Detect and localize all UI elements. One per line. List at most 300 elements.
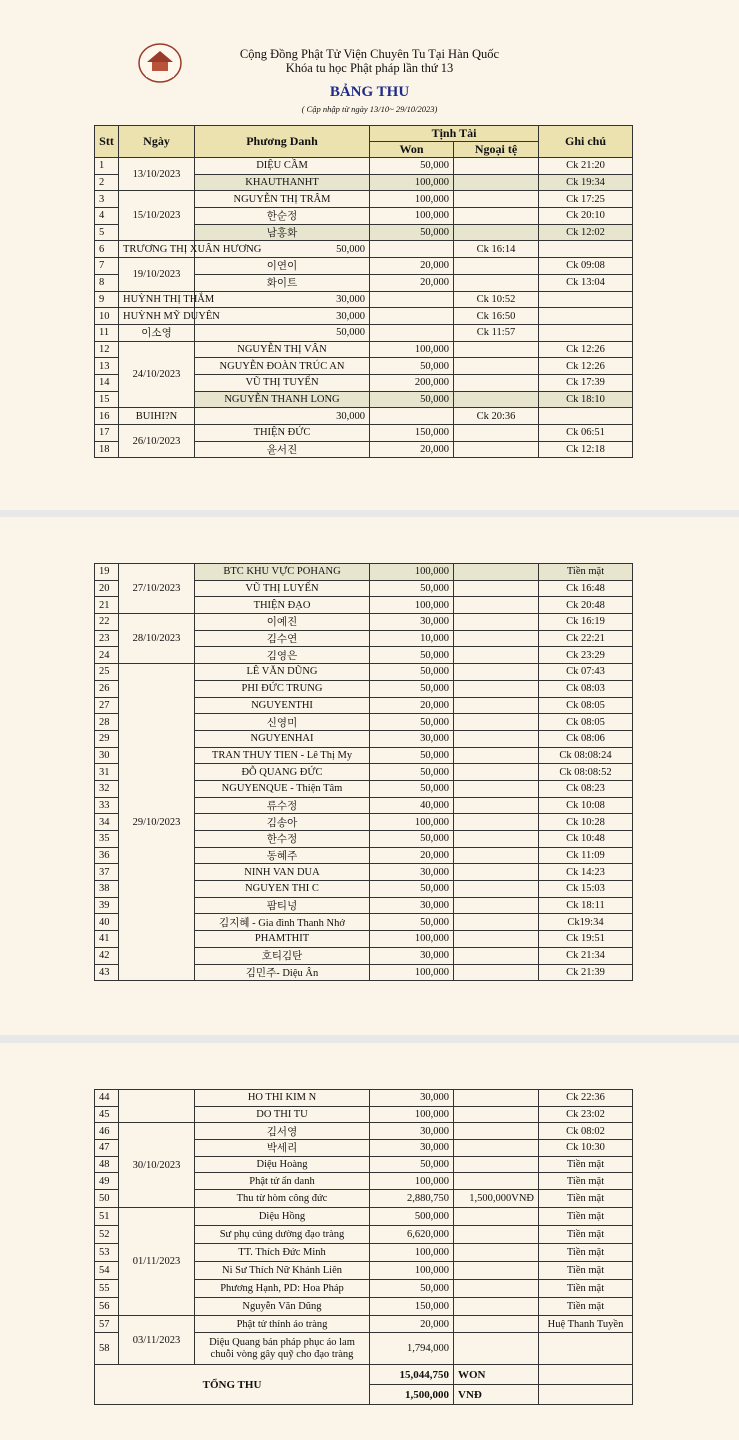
- row-stt: 38: [95, 881, 119, 898]
- date-cell: 13/10/2023: [119, 158, 195, 191]
- row-won-amount: 50,000: [370, 647, 454, 664]
- row-foreign-amount: [454, 1208, 539, 1226]
- row-note: Ck 08:05: [539, 697, 633, 714]
- row-won-amount: 500,000: [370, 1208, 454, 1226]
- row-stt: 30: [95, 747, 119, 764]
- col-money-header: Tịnh Tài: [370, 126, 539, 142]
- row-note: Ck 23:02: [539, 1106, 633, 1123]
- row-stt: 16: [95, 408, 119, 425]
- row-stt: 47: [95, 1140, 119, 1157]
- row-stt: 52: [95, 1226, 119, 1244]
- row-won-amount: 100,000: [370, 964, 454, 981]
- table-row: [95, 341, 633, 358]
- row-note: Ck 11:57: [454, 324, 539, 341]
- date-cell: 24/10/2023: [119, 341, 195, 408]
- row-foreign-amount: [454, 1316, 539, 1333]
- col-name-header: Phương Danh: [195, 126, 370, 158]
- row-note: Ck 10:30: [539, 1140, 633, 1157]
- row-stt: 57: [95, 1316, 119, 1333]
- row-donor-name: 김영은: [195, 647, 370, 664]
- row-foreign-amount: [454, 697, 539, 714]
- row-note: Tiền mặt: [539, 1226, 633, 1244]
- row-stt: 8: [95, 274, 119, 291]
- row-won-amount: 50,000: [370, 780, 454, 797]
- row-note: Tiền mặt: [539, 1190, 633, 1208]
- row-foreign-amount: [454, 1226, 539, 1244]
- row-foreign-amount: [454, 1123, 539, 1140]
- row-note: Ck 18:10: [539, 391, 633, 408]
- row-note: Ck 21:34: [539, 947, 633, 964]
- row-note: Ck 12:18: [539, 441, 633, 458]
- row-foreign-amount: [454, 847, 539, 864]
- row-foreign-amount: [454, 614, 539, 631]
- row-note: Ck 08:03: [539, 680, 633, 697]
- row-won-amount: 50,000: [370, 391, 454, 408]
- row-note: Ck 06:51: [539, 425, 633, 442]
- row-note: Ck 23:29: [539, 647, 633, 664]
- row-donor-name: NGUYENTHI: [195, 697, 370, 714]
- row-foreign-amount: [454, 1262, 539, 1280]
- row-stt: 20: [95, 580, 119, 597]
- org-header: [0, 47, 739, 75]
- row-won-amount: 30,000: [370, 864, 454, 881]
- row-foreign-amount: [454, 158, 539, 175]
- row-donor-name: PHI ĐỨC TRUNG: [195, 680, 370, 697]
- row-stt: 10: [95, 308, 119, 325]
- row-donor-name: NGUYỄN THỊ TRÂM: [195, 191, 370, 208]
- row-won-amount: 20,000: [370, 1316, 454, 1333]
- row-won-amount: 100,000: [370, 208, 454, 225]
- row-stt: 56: [95, 1298, 119, 1316]
- row-donor-name: NGUYỄN THỊ VÂN: [195, 341, 370, 358]
- row-foreign-amount: [454, 1156, 539, 1173]
- page-1: [0, 0, 739, 510]
- row-foreign-amount: [454, 630, 539, 647]
- row-donor-name: 호티김탄: [195, 947, 370, 964]
- row-stt: 46: [95, 1123, 119, 1140]
- row-donor-name: 김민주- Diệu Ân: [195, 964, 370, 981]
- row-foreign-amount: [454, 441, 539, 458]
- page-3: [0, 1043, 739, 1440]
- date-cell: 28/10/2023: [119, 614, 195, 664]
- row-foreign-amount: [454, 1298, 539, 1316]
- row-donor-name: 김서영: [195, 1123, 370, 1140]
- org-line-2: Khóa tu học Phật pháp lần thứ 13: [285, 61, 454, 75]
- row-note: Ck 16:48: [539, 580, 633, 597]
- table-row: [95, 158, 633, 175]
- row-won-amount: 30,000: [195, 308, 370, 325]
- row-donor-name: NGUYỄN ĐOÀN TRÚC AN: [195, 358, 370, 375]
- row-stt: 33: [95, 797, 119, 814]
- table-row: [95, 564, 633, 581]
- row-note: Ck 11:09: [539, 847, 633, 864]
- row-foreign-amount: [454, 764, 539, 781]
- row-note: Ck 12:02: [539, 224, 633, 241]
- row-won-amount: 100,000: [370, 1106, 454, 1123]
- row-foreign-amount: [454, 341, 539, 358]
- row-donor-name: ĐỖ QUANG ĐỨC: [195, 764, 370, 781]
- row-note: Ck 12:26: [539, 358, 633, 375]
- row-foreign-amount: [454, 864, 539, 881]
- row-stt: 15: [95, 391, 119, 408]
- row-stt: 3: [95, 191, 119, 208]
- row-note: Tiền mặt: [539, 1298, 633, 1316]
- row-donor-name: THIỆN ĐỨC: [195, 425, 370, 442]
- row-stt: 5: [95, 224, 119, 241]
- row-note: Ck 10:48: [539, 831, 633, 848]
- total-vnd-unit: VNĐ: [454, 1385, 539, 1405]
- row-donor-name: Ni Sư Thích Nữ Khánh Liên: [195, 1262, 370, 1280]
- row-foreign-amount: [370, 324, 454, 341]
- table-row: [95, 425, 633, 442]
- row-won-amount: 100,000: [370, 597, 454, 614]
- table-row: [95, 1208, 633, 1226]
- row-won-amount: 30,000: [195, 408, 370, 425]
- row-donor-name: 한순정: [195, 208, 370, 225]
- row-note: Ck 22:21: [539, 630, 633, 647]
- table-row: [95, 664, 633, 681]
- row-note: Ck 16:19: [539, 614, 633, 631]
- row-won-amount: 50,000: [370, 358, 454, 375]
- row-stt: 28: [95, 714, 119, 731]
- row-won-amount: 6,620,000: [370, 1226, 454, 1244]
- row-note: Tiền mặt: [539, 1156, 633, 1173]
- row-won-amount: 20,000: [370, 697, 454, 714]
- row-won-amount: 150,000: [370, 1298, 454, 1316]
- row-donor-name: VŨ THỊ LUYẾN: [195, 580, 370, 597]
- date-cell: 26/10/2023: [119, 425, 195, 458]
- row-stt: 45: [95, 1106, 119, 1123]
- row-donor-name: Diệu Quang bán pháp phục áo lam chuỗi vòng gây quỹ cho đạo tràng: [195, 1333, 370, 1365]
- row-stt: 7: [95, 258, 119, 275]
- row-donor-name: 김수연: [195, 630, 370, 647]
- row-stt: 39: [95, 897, 119, 914]
- table-row: [95, 408, 633, 425]
- table-row: [95, 324, 633, 341]
- row-foreign-amount: [454, 1090, 539, 1107]
- row-foreign-amount: [454, 1173, 539, 1190]
- row-note: Ck 08:08:24: [539, 747, 633, 764]
- row-note: Ck 09:08: [539, 258, 633, 275]
- row-stt: 32: [95, 780, 119, 797]
- row-foreign-amount: [454, 964, 539, 981]
- table-row: [95, 1316, 633, 1333]
- date-cell: 19/10/2023: [119, 258, 195, 291]
- row-donor-name: NGUYENHAI: [195, 730, 370, 747]
- row-note: Ck 08:06: [539, 730, 633, 747]
- row-stt: 25: [95, 664, 119, 681]
- row-won-amount: 100,000: [370, 1173, 454, 1190]
- row-won-amount: 30,000: [370, 897, 454, 914]
- row-stt: 4: [95, 208, 119, 225]
- row-won-amount: 50,000: [195, 324, 370, 341]
- row-foreign-amount: [454, 1333, 539, 1365]
- row-foreign-amount: [370, 291, 454, 308]
- donation-table-1: [94, 125, 633, 458]
- row-stt: 27: [95, 697, 119, 714]
- row-note: Ck 17:39: [539, 374, 633, 391]
- row-stt: 58: [95, 1333, 119, 1365]
- row-won-amount: 50,000: [370, 580, 454, 597]
- row-won-amount: 150,000: [370, 425, 454, 442]
- row-note: Ck 14:23: [539, 864, 633, 881]
- row-stt: 18: [95, 441, 119, 458]
- row-foreign-amount: [370, 408, 454, 425]
- row-foreign-amount: [454, 730, 539, 747]
- row-note: Ck 08:23: [539, 780, 633, 797]
- row-note: Ck 20:10: [539, 208, 633, 225]
- document-title: BẢNG THU: [329, 84, 410, 100]
- row-stt: 21: [95, 597, 119, 614]
- total-label: TỔNG THU: [95, 1365, 370, 1405]
- row-won-amount: 100,000: [370, 564, 454, 581]
- row-donor-name: BTC KHU VỰC POHANG: [195, 564, 370, 581]
- row-stt: 55: [95, 1280, 119, 1298]
- total-vnd-amount: 1,500,000: [370, 1385, 454, 1405]
- table-row: [95, 308, 633, 325]
- row-note: Ck 08:08:52: [539, 764, 633, 781]
- row-donor-name: 동혜주: [195, 847, 370, 864]
- row-note: Tiền mặt: [539, 1244, 633, 1262]
- row-foreign-amount: [454, 274, 539, 291]
- row-won-amount: 30,000: [195, 291, 370, 308]
- row-stt: 9: [95, 291, 119, 308]
- col-won-header: Won: [370, 142, 454, 158]
- row-foreign-amount: [454, 374, 539, 391]
- row-stt: 13: [95, 358, 119, 375]
- row-note: Ck 10:08: [539, 797, 633, 814]
- col-foreign-header: Ngoại tệ: [454, 142, 539, 158]
- row-foreign-amount: [454, 1106, 539, 1123]
- row-won-amount: 20,000: [370, 847, 454, 864]
- row-won-amount: 50,000: [370, 764, 454, 781]
- row-stt: 14: [95, 374, 119, 391]
- row-donor-name: NINH VAN DUA: [195, 864, 370, 881]
- row-donor-name: TT. Thích Đức Minh: [195, 1244, 370, 1262]
- row-donor-name: 김지혜 - Gia đình Thanh Nhớ: [195, 914, 370, 931]
- row-stt: 49: [95, 1173, 119, 1190]
- row-note: Ck 15:03: [539, 881, 633, 898]
- row-donor-name: 김송아: [195, 814, 370, 831]
- row-note: Tiền mặt: [539, 1280, 633, 1298]
- row-stt: 51: [95, 1208, 119, 1226]
- row-note: Ck 07:43: [539, 664, 633, 681]
- document-subtitle: ( Cập nhập từ ngày 13/10~ 29/10/2023): [301, 104, 438, 114]
- row-won-amount: 50,000: [370, 224, 454, 241]
- row-foreign-amount: [454, 680, 539, 697]
- row-foreign-amount: [454, 564, 539, 581]
- row-won-amount: 100,000: [370, 931, 454, 948]
- date-cell: 15/10/2023: [119, 191, 195, 241]
- col-date-header: Ngày: [119, 126, 195, 158]
- row-won-amount: 20,000: [370, 274, 454, 291]
- row-won-amount: 20,000: [370, 258, 454, 275]
- row-foreign-amount: [454, 831, 539, 848]
- row-stt: 26: [95, 680, 119, 697]
- row-note: Ck 16:50: [454, 308, 539, 325]
- row-donor-name: NGUYỄN THANH LONG: [195, 391, 370, 408]
- row-foreign-amount: [454, 931, 539, 948]
- row-donor-name: Phật tử thỉnh áo tràng: [195, 1316, 370, 1333]
- donation-table-2: [94, 563, 633, 981]
- row-note: Ck 20:36: [454, 408, 539, 425]
- row-donor-name: Diệu Hoàng: [195, 1156, 370, 1173]
- row-donor-name: 이예진: [195, 614, 370, 631]
- row-stt: 43: [95, 964, 119, 981]
- row-stt: 37: [95, 864, 119, 881]
- row-won-amount: 20,000: [370, 441, 454, 458]
- row-stt: 17: [95, 425, 119, 442]
- row-foreign-amount: [454, 780, 539, 797]
- row-note: Ck 21:39: [539, 964, 633, 981]
- row-stt: 31: [95, 764, 119, 781]
- row-won-amount: 100,000: [370, 191, 454, 208]
- row-note: Ck 12:26: [539, 341, 633, 358]
- row-foreign-amount: [454, 747, 539, 764]
- date-cell: 03/11/2023: [119, 1316, 195, 1365]
- row-note: Ck 20:48: [539, 597, 633, 614]
- row-foreign-amount: [454, 358, 539, 375]
- row-foreign-amount: [454, 947, 539, 964]
- row-donor-name: TRƯƠNG THỊ XUÂN HƯƠNG: [119, 241, 195, 258]
- row-donor-name: NGUYENQUE - Thiện Tâm: [195, 780, 370, 797]
- row-won-amount: 30,000: [370, 1090, 454, 1107]
- row-stt: 1: [95, 158, 119, 175]
- row-donor-name: 이소영: [119, 324, 195, 341]
- row-donor-name: TRAN THUY TIEN - Lê Thị My: [195, 747, 370, 764]
- row-stt: 41: [95, 931, 119, 948]
- row-won-amount: 30,000: [370, 1140, 454, 1157]
- row-note: Tiền mặt: [539, 1262, 633, 1280]
- row-won-amount: 100,000: [370, 814, 454, 831]
- row-foreign-amount: [454, 797, 539, 814]
- row-donor-name: 팜티넝: [195, 897, 370, 914]
- row-donor-name: Diệu Hồng: [195, 1208, 370, 1226]
- row-foreign-amount: [454, 1244, 539, 1262]
- row-donor-name: DIỆU CẦM: [195, 158, 370, 175]
- date-cell: 01/11/2023: [119, 1208, 195, 1316]
- row-note: Ck 10:28: [539, 814, 633, 831]
- row-foreign-amount: [454, 647, 539, 664]
- row-foreign-amount: [454, 258, 539, 275]
- row-donor-name: HUỲNH THỊ THẮM: [119, 291, 195, 308]
- row-won-amount: 50,000: [370, 914, 454, 931]
- table-row: [95, 1090, 633, 1107]
- row-donor-name: 신영미: [195, 714, 370, 731]
- row-stt: 48: [95, 1156, 119, 1173]
- row-foreign-amount: [454, 580, 539, 597]
- row-won-amount: 100,000: [370, 1262, 454, 1280]
- row-note: Ck 19:51: [539, 931, 633, 948]
- row-won-amount: 50,000: [370, 158, 454, 175]
- table-row: [95, 614, 633, 631]
- row-stt: 50: [95, 1190, 119, 1208]
- row-won-amount: 50,000: [370, 1280, 454, 1298]
- row-donor-name: THIỆN ĐẠO: [195, 597, 370, 614]
- row-note: Tiền mặt: [539, 1173, 633, 1190]
- row-won-amount: 50,000: [370, 714, 454, 731]
- row-stt: 24: [95, 647, 119, 664]
- row-won-amount: 50,000: [370, 680, 454, 697]
- row-foreign-amount: [454, 425, 539, 442]
- row-foreign-amount: [454, 664, 539, 681]
- row-won-amount: 50,000: [370, 664, 454, 681]
- row-won-amount: 30,000: [370, 947, 454, 964]
- row-donor-name: HUỲNH MỸ DUYÊN: [119, 308, 195, 325]
- row-won-amount: 100,000: [370, 1244, 454, 1262]
- row-foreign-amount: [454, 1140, 539, 1157]
- row-stt: 29: [95, 730, 119, 747]
- row-note: Ck19:34: [539, 914, 633, 931]
- row-stt: 22: [95, 614, 119, 631]
- row-won-amount: 50,000: [370, 1156, 454, 1173]
- table-row: [95, 258, 633, 275]
- row-foreign-amount: 1,500,000VNĐ: [454, 1190, 539, 1208]
- row-stt: 44: [95, 1090, 119, 1107]
- row-won-amount: 100,000: [370, 341, 454, 358]
- row-note: Ck 08:05: [539, 714, 633, 731]
- row-won-amount: 50,000: [370, 881, 454, 898]
- date-cell: 30/10/2023: [119, 1123, 195, 1208]
- row-stt: 2: [95, 174, 119, 191]
- row-note: Huệ Thanh Tuyền: [539, 1316, 633, 1333]
- row-stt: 6: [95, 241, 119, 258]
- row-foreign-amount: [370, 241, 454, 258]
- row-note: Ck 13:04: [539, 274, 633, 291]
- total-won-unit: WON: [454, 1365, 539, 1385]
- row-won-amount: 2,880,750: [370, 1190, 454, 1208]
- row-foreign-amount: [454, 224, 539, 241]
- row-donor-name: 한수정: [195, 831, 370, 848]
- row-foreign-amount: [454, 814, 539, 831]
- row-donor-name: LÊ VĂN DŨNG: [195, 664, 370, 681]
- row-donor-name: Phật tử ẩn danh: [195, 1173, 370, 1190]
- row-foreign-amount: [454, 191, 539, 208]
- org-line-1: Cộng Đồng Phật Tử Viện Chuyên Tu Tại Hàn Quốc: [239, 47, 500, 61]
- row-stt: 23: [95, 630, 119, 647]
- row-note: Ck 21:20: [539, 158, 633, 175]
- row-won-amount: 30,000: [370, 1123, 454, 1140]
- row-won-amount: 50,000: [195, 241, 370, 258]
- row-foreign-amount: [370, 308, 454, 325]
- row-donor-name: Thu từ hòm công đức: [195, 1190, 370, 1208]
- row-note: Ck 16:14: [454, 241, 539, 258]
- row-won-amount: 100,000: [370, 174, 454, 191]
- table-row: [95, 291, 633, 308]
- date-cell: 29/10/2023: [119, 664, 195, 981]
- row-stt: 36: [95, 847, 119, 864]
- row-won-amount: 40,000: [370, 797, 454, 814]
- row-foreign-amount: [454, 914, 539, 931]
- row-stt: 12: [95, 341, 119, 358]
- row-donor-name: 이연이: [195, 258, 370, 275]
- row-donor-name: 화이트: [195, 274, 370, 291]
- row-donor-name: 남홍화: [195, 224, 370, 241]
- row-stt: 11: [95, 324, 119, 341]
- row-stt: 40: [95, 914, 119, 931]
- row-donor-name: BUIHI?N: [119, 408, 195, 425]
- row-donor-name: HO THI KIM N: [195, 1090, 370, 1107]
- row-stt: 54: [95, 1262, 119, 1280]
- row-note: Tiền mặt: [539, 564, 633, 581]
- row-note: Tiền mặt: [539, 1208, 633, 1226]
- row-donor-name: Phương Hạnh, PD: Hoa Pháp: [195, 1280, 370, 1298]
- row-foreign-amount: [454, 881, 539, 898]
- row-won-amount: 30,000: [370, 730, 454, 747]
- total-won-amount: 15,044,750: [370, 1365, 454, 1385]
- date-cell-empty: [119, 1090, 195, 1123]
- row-donor-name: 류수정: [195, 797, 370, 814]
